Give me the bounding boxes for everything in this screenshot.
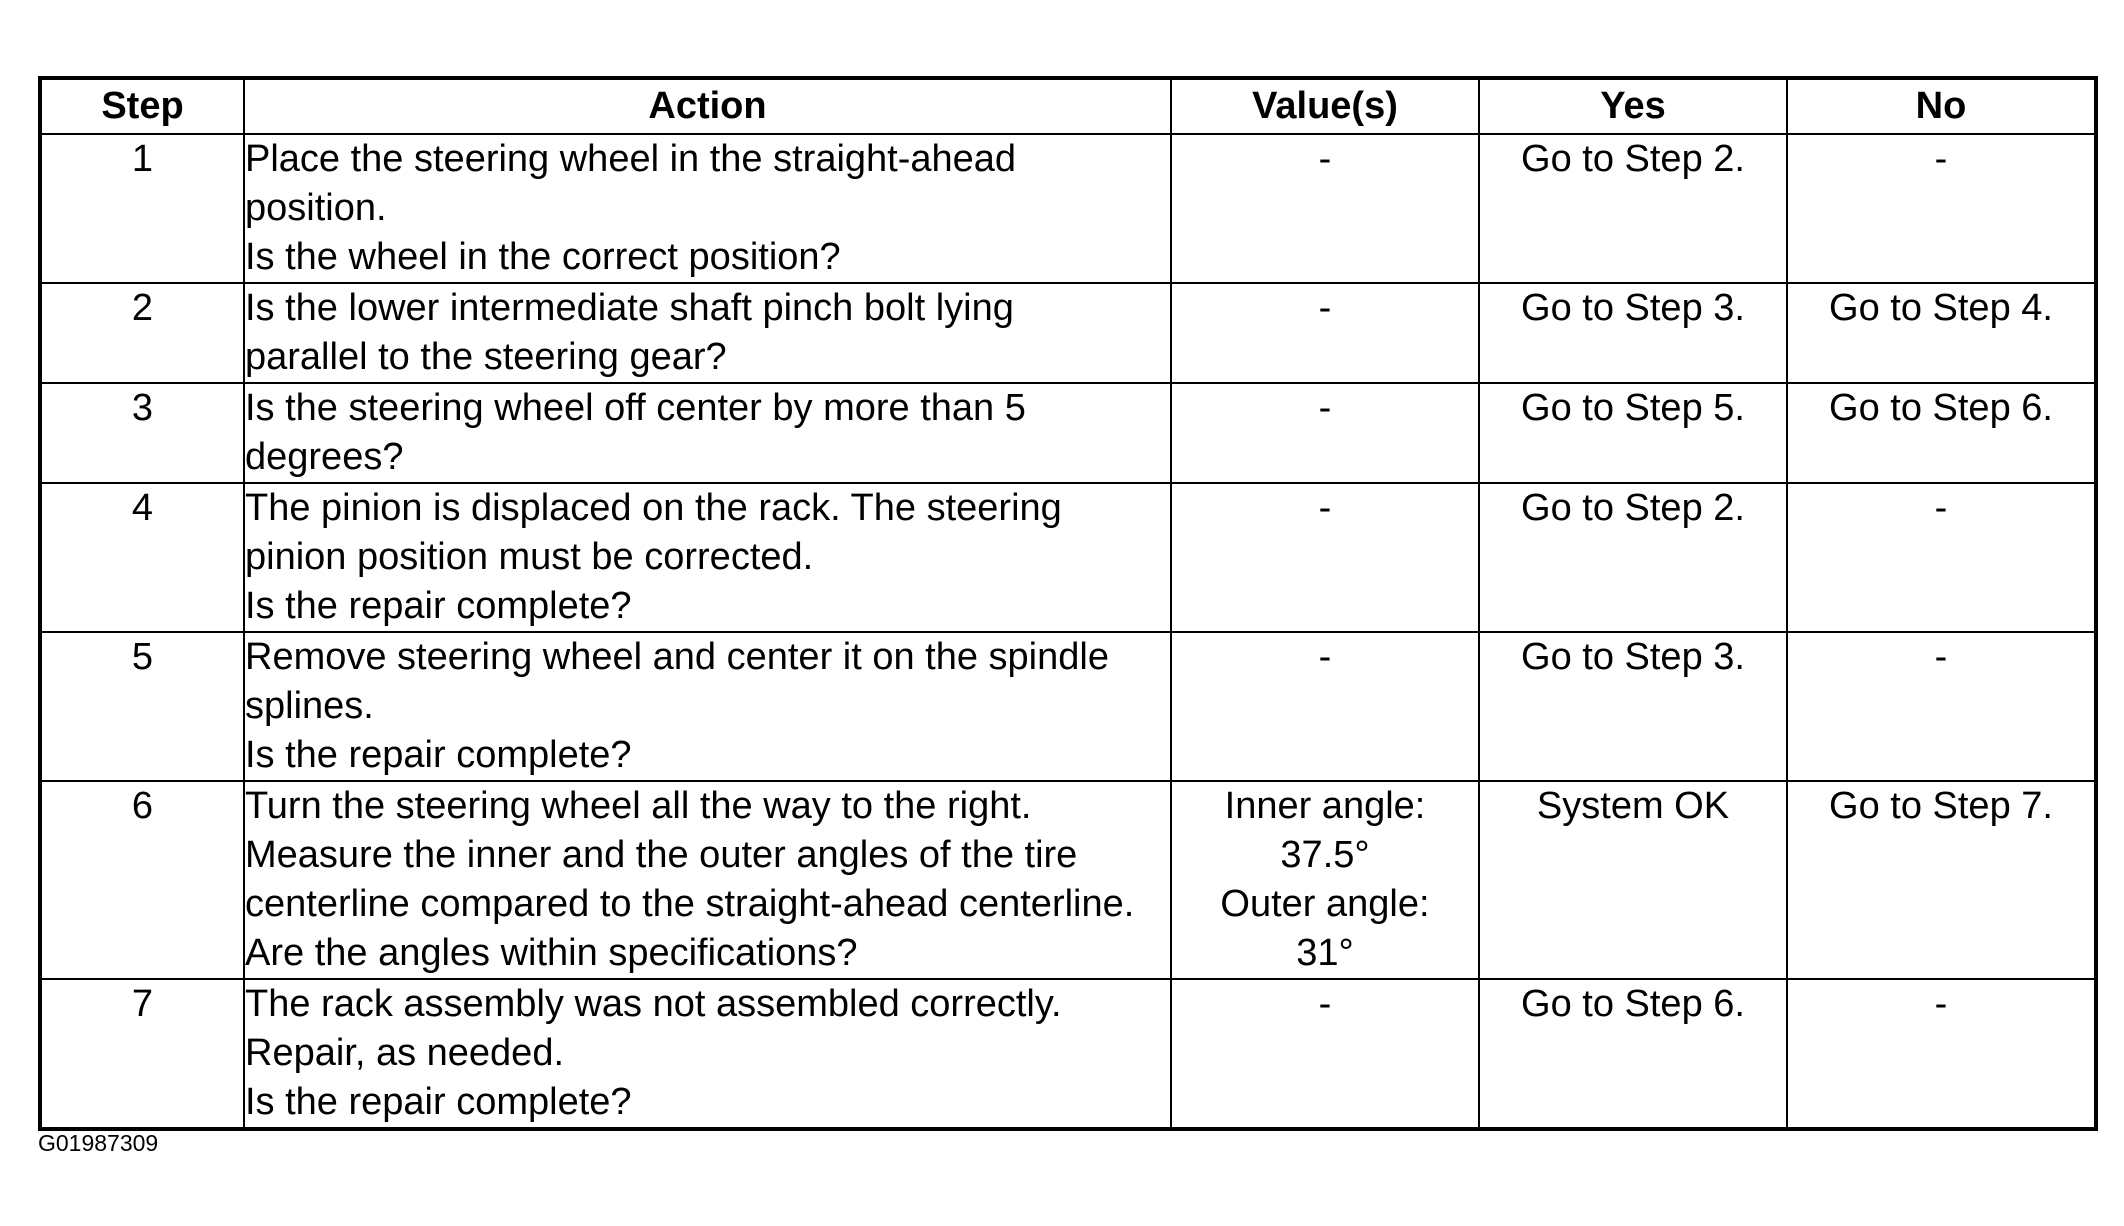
action-line: Remove steering wheel and center it on the spindle <box>245 636 1109 678</box>
no-cell: Go to Step 6. <box>1787 383 2096 483</box>
action-line: pinion position must be corrected. <box>245 536 814 578</box>
no-cell: - <box>1787 979 2096 1129</box>
yes-cell: Go to Step 2. <box>1479 483 1787 632</box>
values-cell <box>1171 134 1479 283</box>
no-cell: - <box>1787 632 2096 781</box>
no-cell: - <box>1787 483 2096 632</box>
step-number: 7 <box>40 979 244 1129</box>
value-line: Inner angle: <box>1224 785 1426 827</box>
step-number: 5 <box>40 632 244 781</box>
value-line: - <box>1318 138 1332 180</box>
action-cell <box>244 781 1171 979</box>
step-number: 1 <box>40 134 244 283</box>
value-line: - <box>1318 983 1332 1025</box>
value-line: - <box>1318 636 1332 678</box>
action-line: parallel to the steering gear? <box>245 336 727 378</box>
action-line: Is the repair complete? <box>245 734 632 776</box>
action-line: The pinion is displaced on the rack. The steering <box>245 487 1062 529</box>
values-cell <box>1171 383 1479 483</box>
action-line: Is the wheel in the correct position? <box>245 236 841 278</box>
action-cell <box>244 483 1171 632</box>
value-line: - <box>1318 287 1332 329</box>
action-line: The rack assembly was not assembled correctly. <box>245 983 1062 1025</box>
values-cell <box>1171 283 1479 383</box>
yes-cell: System OK <box>1479 781 1787 979</box>
yes-cell: Go to Step 6. <box>1479 979 1787 1129</box>
action-cell <box>244 632 1171 781</box>
value-line: - <box>1318 487 1332 529</box>
action-cell <box>244 134 1171 283</box>
action-line: degrees? <box>245 436 404 478</box>
values-cell <box>1171 632 1479 781</box>
header-action: Action <box>244 78 1171 134</box>
figure-id: G01987309 <box>38 1130 159 1156</box>
step-number: 4 <box>40 483 244 632</box>
action-line: Are the angles within specifications? <box>245 932 858 974</box>
step-number: 2 <box>40 283 244 383</box>
table-row <box>40 283 2096 383</box>
value-line: Outer angle: <box>1220 883 1430 925</box>
value-line: 37.5° <box>1280 834 1370 876</box>
yes-cell: Go to Step 3. <box>1479 632 1787 781</box>
action-line: Is the steering wheel off center by more than 5 <box>245 387 1026 429</box>
table-row <box>40 979 2096 1129</box>
action-line: Is the repair complete? <box>245 585 632 627</box>
action-line: Repair, as needed. <box>245 1032 565 1074</box>
no-cell: - <box>1787 134 2096 283</box>
action-cell <box>244 383 1171 483</box>
yes-cell: Go to Step 3. <box>1479 283 1787 383</box>
step-number: 6 <box>40 781 244 979</box>
action-cell <box>244 979 1171 1129</box>
table-row <box>40 383 2096 483</box>
header-values: Value(s) <box>1171 78 1479 134</box>
header-no: No <box>1787 78 2096 134</box>
action-line: Is the repair complete? <box>245 1081 632 1123</box>
diagnostic-table <box>38 76 2098 1131</box>
table-row <box>40 483 2096 632</box>
action-line: Is the lower intermediate shaft pinch bolt lying <box>245 287 1014 329</box>
values-cell <box>1171 781 1479 979</box>
header-step: Step <box>40 78 244 134</box>
value-line: - <box>1318 387 1332 429</box>
header-row <box>40 78 2096 134</box>
header-yes: Yes <box>1479 78 1787 134</box>
no-cell: Go to Step 7. <box>1787 781 2096 979</box>
table-row <box>40 632 2096 781</box>
action-line: splines. <box>245 685 374 727</box>
no-cell: Go to Step 4. <box>1787 283 2096 383</box>
action-line: position. <box>245 187 387 229</box>
action-line: Place the steering wheel in the straight-ahead <box>245 138 1017 180</box>
yes-cell: Go to Step 5. <box>1479 383 1787 483</box>
table-row <box>40 134 2096 283</box>
step-number: 3 <box>40 383 244 483</box>
action-cell <box>244 283 1171 383</box>
values-cell <box>1171 979 1479 1129</box>
action-line: centerline compared to the straight-ahead centerline. <box>245 883 1135 925</box>
values-cell <box>1171 483 1479 632</box>
table-row <box>40 781 2096 979</box>
value-line: 31° <box>1296 932 1354 974</box>
yes-cell: Go to Step 2. <box>1479 134 1787 283</box>
action-line: Measure the inner and the outer angles of the tire <box>245 834 1078 876</box>
action-line: Turn the steering wheel all the way to the right. <box>245 785 1032 827</box>
